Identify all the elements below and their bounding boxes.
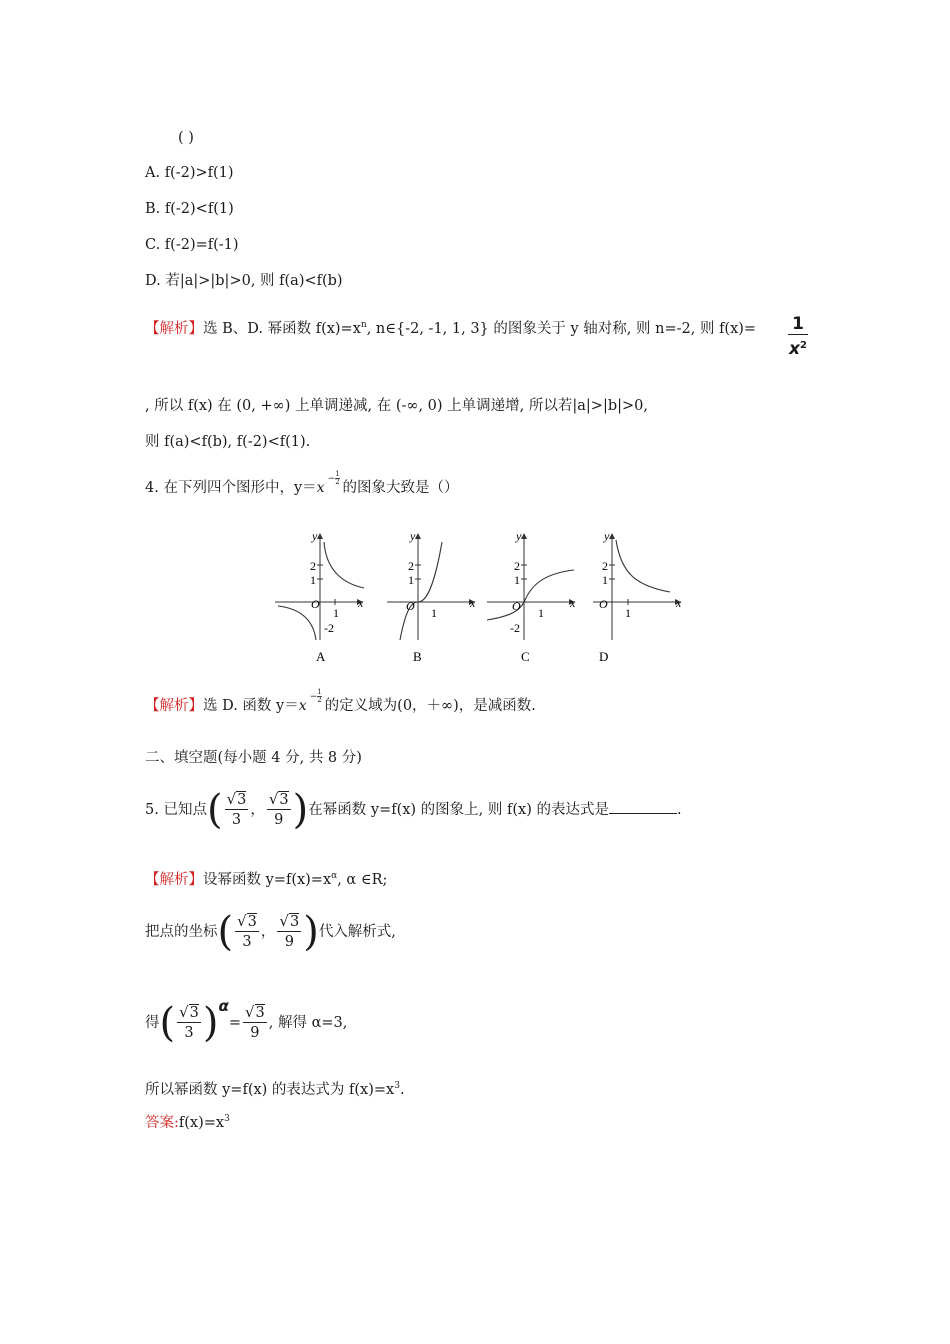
section-2-heading: 二、填空题(每小题 4 分, 共 8 分) xyxy=(145,750,362,766)
svg-text:2: 2 xyxy=(602,559,608,573)
svg-text:1: 1 xyxy=(514,573,520,587)
fraction-1-over-x2: 1 $x^2$ xyxy=(789,314,807,359)
tick-2-label: 2 xyxy=(310,559,316,573)
origin-label: O xyxy=(311,597,320,611)
svg-text:y: y xyxy=(516,529,522,543)
svg-text:O: O xyxy=(599,597,608,611)
svg-text:1: 1 xyxy=(538,606,544,620)
option-c: C. f(-2)=f(-1) xyxy=(145,237,239,253)
svg-text:1: 1 xyxy=(408,573,414,587)
solution-5-line-3: 得( $\frac{√3}{3}$ )α= $\frac{√3}{9}$ , 解得 α=3, xyxy=(145,997,348,1046)
answer-paren: ( ) xyxy=(178,130,194,146)
option-b: B. f(-2)<f(1) xyxy=(145,201,234,217)
svg-text:x: x xyxy=(676,596,682,610)
tick-1-y-label: 1 xyxy=(310,573,316,587)
answer-tag: 答案: xyxy=(145,1115,179,1131)
x-axis-label: x xyxy=(358,596,364,610)
question-4: 4. 在下列四个图形中，y＝x − $\frac{1}{2}$ 的图象大致是（） xyxy=(145,470,459,496)
power-expression: x − $\frac{1}{2}$ xyxy=(316,470,340,496)
svg-text:2: 2 xyxy=(514,559,520,573)
tick-neg2-label: -2 xyxy=(324,621,334,635)
graph-label-a: A xyxy=(316,649,326,664)
solution-3-line-2: , 所以 f(x) 在 (0, +∞) 上单调递减, 在 (-∞, 0) 上单调递增, 所以若|a|>|b|>0, xyxy=(145,398,648,414)
question-5: 5. 已知点( $\frac{√3}{3}$ ， $\frac{√3}{9}$ )在幂函数 y=f(x) 的图象上, 则 f(x) 的表达式是 . xyxy=(145,787,682,833)
svg-text:1: 1 xyxy=(431,606,437,620)
graph-label-d: D xyxy=(599,649,609,664)
svg-text:2: 2 xyxy=(408,559,414,573)
graph-label-c: C xyxy=(521,649,530,664)
svg-text:1: 1 xyxy=(602,573,608,587)
graphs-figure xyxy=(270,528,690,668)
option-a: A. f(-2)>f(1) xyxy=(145,165,234,181)
svg-text:x: x xyxy=(570,596,576,610)
analysis-tag: 【解析】 xyxy=(145,321,203,337)
solution-5-line-4: 所以幂函数 y=f(x) 的表达式为 $f(x)=x^3$. xyxy=(145,1081,405,1098)
answer-line: 答案$:f(x)=x^3$ xyxy=(145,1114,230,1131)
solution-4: 【解析】选 D. 函数 y＝x − $\frac{1}{2}$ 的定义域为(0，＋∞)，是减函数. xyxy=(145,688,536,714)
svg-text:O: O xyxy=(512,599,521,613)
solution-5-line-1: 【解析】设幂函数 $y=f(x)=x^\alpha$, α ∈R; xyxy=(145,871,388,888)
svg-text:x: x xyxy=(470,596,476,610)
answer-blank xyxy=(609,801,677,814)
solution-3-line-3: 则 f(a)<f(b), f(-2)<f(1). xyxy=(145,434,311,450)
graph-d xyxy=(593,529,682,664)
graph-c xyxy=(487,529,576,664)
solution-3-line-1: 【解析】选 B、D. 幂函数 $f(x)=x^n$, n∈{-2, -1, 1, 3} 的图象关于 y 轴对称, 则 n=-2, 则 f(x)= xyxy=(145,320,757,337)
solution-5-line-2: 把点的坐标( $\frac{√3}{3}$ ， $\frac{√3}{9}$ )代入解析式, xyxy=(145,909,396,955)
graph-b xyxy=(387,529,476,664)
svg-text:O: O xyxy=(406,599,415,613)
graph-label-b: B xyxy=(413,649,422,664)
svg-text:y: y xyxy=(410,529,416,543)
tick-1-label: 1 xyxy=(333,606,339,620)
y-axis-label: y xyxy=(312,529,318,543)
svg-text:1: 1 xyxy=(625,606,631,620)
option-d: D. 若|a|>|b|>0, 则 f(a)<f(b) xyxy=(145,273,343,289)
svg-text:-2: -2 xyxy=(510,621,520,635)
graph-a xyxy=(275,529,364,664)
svg-text:y: y xyxy=(604,529,610,543)
